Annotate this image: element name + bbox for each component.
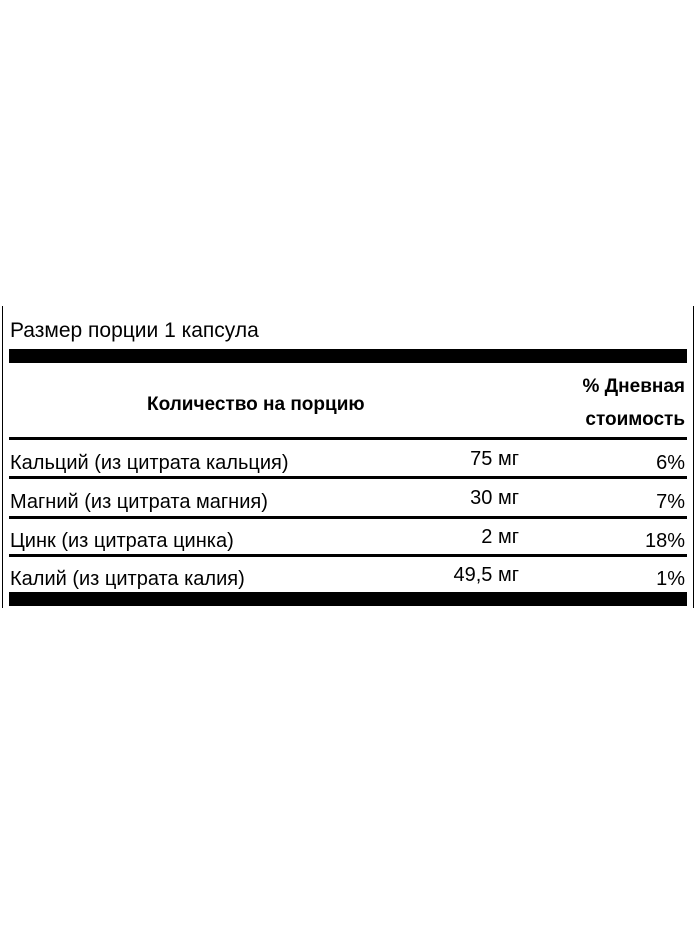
top-thick-divider	[9, 349, 687, 363]
nutrient-daily-value: 1%	[656, 568, 685, 590]
row-divider	[9, 516, 687, 519]
row-divider	[9, 476, 687, 479]
nutrient-row-zinc	[3, 526, 693, 556]
daily-value-header-line2: стоимость	[585, 409, 685, 430]
nutrient-name: Цинк (из цитрата цинка)	[10, 530, 234, 552]
serving-size-text: Размер порции 1 капсула	[10, 319, 259, 342]
row-divider	[9, 554, 687, 557]
nutrient-row-potassium	[3, 564, 693, 594]
bottom-thick-divider	[9, 592, 687, 606]
nutrient-daily-value: 18%	[644, 530, 685, 552]
nutrient-daily-value: 6%	[656, 452, 685, 474]
nutrient-row-calcium	[3, 448, 693, 478]
header-divider	[9, 437, 687, 440]
nutrient-amount: 49,5 мг	[453, 564, 519, 586]
amount-per-serving-header: Количество на порцию	[147, 394, 365, 415]
nutrient-name: Кальций (из цитрата кальция)	[10, 452, 289, 474]
nutrient-daily-value: 7%	[656, 491, 685, 513]
daily-value-header-line1: % Дневная	[582, 376, 685, 397]
nutrient-amount: 2 мг	[481, 526, 519, 548]
nutrient-name: Калий (из цитрата калия)	[10, 568, 245, 590]
supplement-facts-panel	[2, 306, 694, 608]
nutrient-amount: 75 мг	[470, 448, 519, 470]
nutrient-name: Магний (из цитрата магния)	[10, 491, 268, 513]
daily-value-header	[525, 370, 685, 436]
nutrient-amount: 30 мг	[470, 487, 519, 509]
nutrient-row-magnesium	[3, 487, 693, 517]
